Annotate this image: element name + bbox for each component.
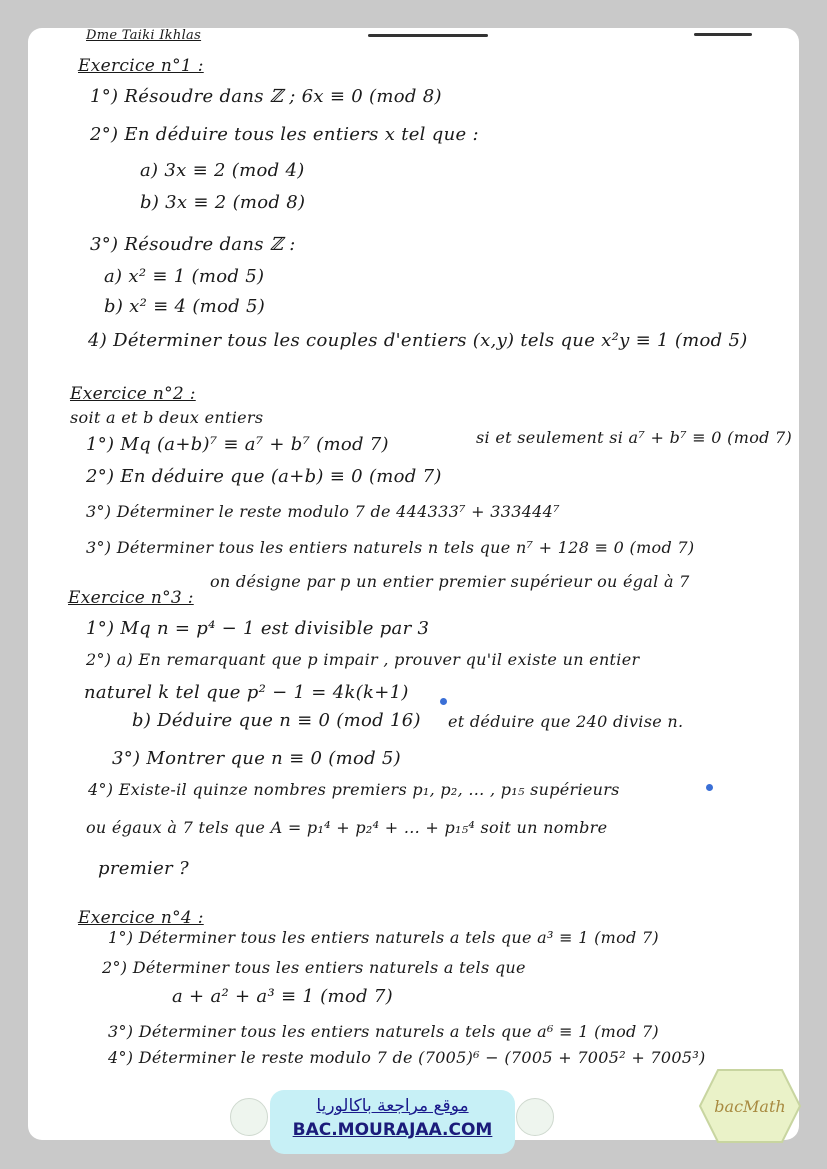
ex3-intro: on désigne par p un entier premier supérieur ou égal à 7 bbox=[210, 572, 690, 591]
site-banner[interactable] bbox=[270, 1090, 515, 1154]
ex3-q3: 3°) Montrer que n ≡ 0 (mod 5) bbox=[112, 748, 402, 769]
ex1-q2b: b) 3x ≡ 2 (mod 8) bbox=[140, 192, 306, 213]
ex3-q2b-cont: et déduire que 240 divise n. bbox=[448, 712, 684, 731]
ex1-title: Exercice n°1 : bbox=[78, 56, 204, 76]
ex3-title: Exercice n°3 : bbox=[68, 588, 194, 608]
ex2-q1: 1°) Mq (a+b)⁷ ≡ a⁷ + b⁷ (mod 7) bbox=[86, 434, 389, 455]
header-scribble bbox=[694, 33, 752, 36]
ex3-q4: 4°) Existe-il quinze nombres premiers p₁, p₂, ... , p₁₅ supérieurs bbox=[88, 780, 620, 799]
ex4-title: Exercice n°4 : bbox=[78, 908, 204, 928]
ex4-q4: 4°) Déterminer le reste modulo 7 de (7005)⁶ − (7005 + 7005² + 7005³) bbox=[108, 1048, 706, 1067]
ex3-q2a-cont: naturel k tel que p² − 1 = 4k(k+1) bbox=[84, 682, 409, 703]
ex1-q3: 3°) Résoudre dans ℤ : bbox=[90, 234, 296, 255]
badge-text: bacMath bbox=[714, 1097, 786, 1116]
ex3-q2a: 2°) a) En remarquant que p impair , prouver qu'il existe un entier bbox=[86, 650, 640, 669]
site-logo-icon bbox=[230, 1098, 268, 1136]
ex3-q1: 1°) Mq n = p⁴ − 1 est divisible par 3 bbox=[86, 618, 430, 639]
ex3-q2b: b) Déduire que n ≡ 0 (mod 16) bbox=[132, 710, 421, 731]
ex1-q2a: a) 3x ≡ 2 (mod 4) bbox=[140, 160, 305, 181]
header-scribble bbox=[368, 34, 488, 37]
ex1-q3b: b) x² ≡ 4 (mod 5) bbox=[104, 296, 266, 317]
ink-dot bbox=[706, 784, 713, 791]
ex4-q1: 1°) Déterminer tous les entiers naturels a tels que a³ ≡ 1 (mod 7) bbox=[108, 928, 659, 947]
ex2-title: Exercice n°2 : bbox=[70, 384, 196, 404]
ex2-q1-cond: si et seulement si a⁷ + b⁷ ≡ 0 (mod 7) bbox=[476, 428, 793, 447]
ex2-q3b: 3°) Déterminer tous les entiers naturels n tels que n⁷ + 128 ≡ 0 (mod 7) bbox=[86, 538, 695, 557]
author-name: Dme Taiki Ikhlas bbox=[86, 28, 202, 43]
ex4-q2: 2°) Déterminer tous les entiers naturels a tels que bbox=[102, 958, 526, 977]
ex2-intro: soit a et b deux entiers bbox=[70, 408, 264, 427]
worksheet-page bbox=[28, 28, 799, 1140]
ex2-q2: 2°) En déduire que (a+b) ≡ 0 (mod 7) bbox=[86, 466, 442, 487]
ex1-q3a: a) x² ≡ 1 (mod 5) bbox=[104, 266, 265, 287]
ex1-q1: 1°) Résoudre dans ℤ ; 6x ≡ 0 (mod 8) bbox=[90, 86, 442, 107]
site-url-link[interactable]: BAC.MOURAJAA.COM bbox=[292, 1120, 493, 1140]
ex3-q4-end: premier ? bbox=[98, 858, 189, 879]
ex2-q3: 3°) Déterminer le reste modulo 7 de 444333⁷ + 333444⁷ bbox=[86, 502, 560, 521]
ex1-q4: 4) Déterminer tous les couples d'entiers (x,y) tels que x²y ≡ 1 (mod 5) bbox=[88, 330, 748, 351]
ink-dot bbox=[440, 698, 447, 705]
ex3-q4-cont: ou égaux à 7 tels que A = p₁⁴ + p₂⁴ + ... + p₁₅⁴ soit un nombre bbox=[86, 818, 608, 837]
site-name-arabic: موقع مراجعة باكالوريا bbox=[316, 1096, 469, 1116]
ex1-q2: 2°) En déduire tous les entiers x tel que : bbox=[90, 124, 479, 145]
ex4-q2-expr: a + a² + a³ ≡ 1 (mod 7) bbox=[172, 986, 393, 1007]
ex4-q3: 3°) Déterminer tous les entiers naturels a tels que a⁶ ≡ 1 (mod 7) bbox=[108, 1022, 659, 1041]
bacmath-badge-icon bbox=[698, 1068, 802, 1144]
site-logo-icon bbox=[516, 1098, 554, 1136]
